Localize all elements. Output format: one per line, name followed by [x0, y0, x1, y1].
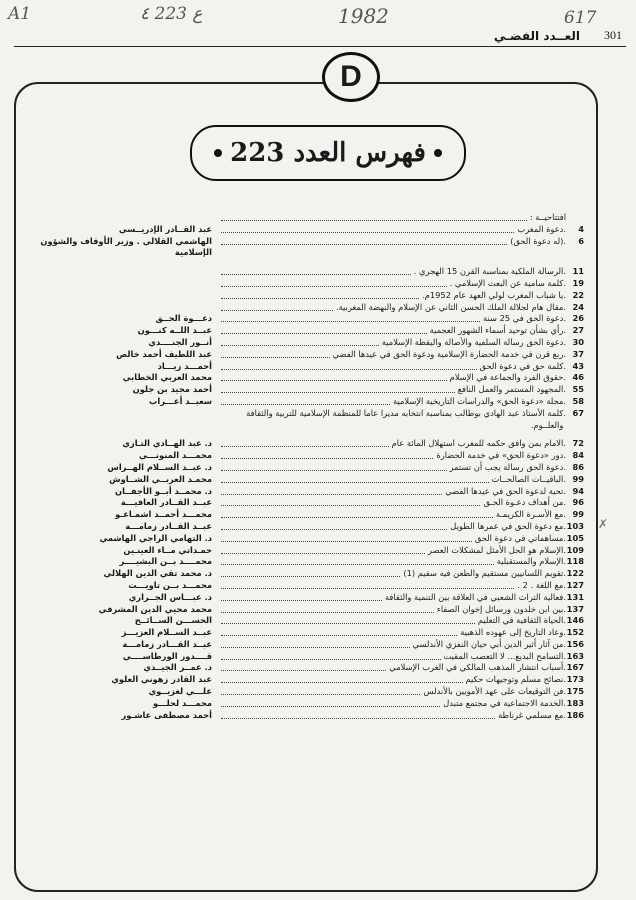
toc-page-number: 27 — [572, 325, 584, 336]
toc-author: علـــي لغزيــوي — [148, 686, 212, 697]
toc-row: 131 . فعالية التراث الشعبي في العلاقة بين التنمية والثقافة د. عبـــاس الجــراري — [30, 592, 584, 604]
toc-author: د. عبد الهــادي التـازي — [122, 438, 212, 449]
toc-author: قــــدور الورطاســــي — [122, 650, 212, 661]
toc-page-number: 156 — [566, 638, 584, 649]
dot-leader — [221, 361, 477, 370]
toc-author: عبــد القــادر العافيـــة — [120, 497, 212, 508]
toc-author: د. محمــد أبــو الأجفــان — [115, 485, 212, 496]
toc-title: افتتاحيــة : — [529, 212, 566, 222]
toc-page-number: 152 — [566, 627, 584, 638]
toc-row: 43 . كلمة حق في دعوة الحق أحمـــد زيـــاد — [30, 361, 584, 373]
toc-row: 127 . مع اللغة . 2 . محمـــد بــن تاويـــت — [30, 580, 584, 592]
toc-page-number: 175 — [566, 686, 584, 697]
toc-row: 122 . تقويم اللسانيين مستقيم والطعن فيه سقيم (1) د. محمد تقي الدين الهلالي — [30, 568, 584, 580]
dot-leader — [221, 486, 442, 495]
bullet-icon — [214, 149, 222, 157]
dot-leader — [221, 325, 427, 334]
toc-row: 186 . مع مسلمي غرناطة أحمد مصطفى عاشـور — [30, 710, 584, 722]
dot-leader — [221, 212, 527, 221]
toc-page-number: 99 — [572, 509, 584, 520]
dot-leader — [221, 592, 382, 601]
dot-leader — [221, 556, 494, 565]
toc-page-number: 173 — [566, 674, 584, 685]
toc-author: أحمـــد زيـــاد — [157, 360, 212, 371]
toc-title: (له دعوة الحق) — [510, 235, 564, 246]
dot-leader — [221, 627, 457, 636]
toc-row: 118 . الإسلام والمستقبلية محمــــد بــن البشيــــر — [30, 556, 584, 568]
toc-title: الإسلام هو الحل الأمثل لمشكلات العصر — [428, 544, 564, 555]
toc-page-number: 11 — [572, 266, 584, 277]
bullet-icon — [434, 149, 442, 157]
toc-title: الإسلام والمستقبلية — [496, 556, 564, 567]
handwritten-code-right: 617 — [564, 8, 597, 28]
toc-page-number: 183 — [566, 697, 584, 708]
toc-page-number: 137 — [566, 603, 584, 614]
header-rule — [14, 46, 626, 47]
handwritten-issue: ٤ 223 ع — [140, 4, 203, 24]
toc-row: 109 . الإسلام هو الحل الأمثل لمشكلات العصر حمـداتي مــاء العينـين — [30, 545, 584, 557]
dot-leader — [221, 615, 475, 624]
toc-title: رأي بشأن توحيد أسماء الشهور العجمية — [429, 325, 564, 336]
toc-row: 55 . المجهود المستمر والعمل النافع أحمد مجيد بن جلون — [30, 384, 584, 396]
toc-page-number: 163 — [566, 650, 584, 661]
toc-row: 137 . بين ابن خلدون ورسائل إخوان الصفاء محمد محيي الدين المشرفي — [30, 604, 584, 616]
toc-row: 156 . من آثار أثير الدين أبي حيان النفزي الأندلسي عبــد القـــادر زمامـــة — [30, 639, 584, 651]
toc-title: دور «دعوة الحق» في خدمة الحضارة — [436, 450, 564, 461]
dot-leader — [221, 396, 390, 405]
toc-author: حمـداتي مــاء العينـين — [123, 544, 212, 555]
toc-row: 27 . رأي بشأن توحيد أسماء الشهور العجمية عبــد اللــه كنـــون — [30, 325, 584, 337]
running-header: العــدد الفضـي — [493, 29, 580, 43]
toc-page-number: 22 — [572, 289, 584, 300]
toc-row: 19 . كلمة سامية عن البعث الإسلامي . — [30, 278, 584, 290]
toc-row: 152 . وعاد التاريخ إلى عهوده الذهبية عبــد الســلام العزيـــز — [30, 627, 584, 639]
handwritten-year: 1982 — [338, 4, 389, 28]
toc-title: ربع قرن في خدمة الحضارة الإسلامية ودعوة الحق في عيدها الفضي — [332, 348, 564, 359]
toc-author: عبد القــادر الإدريــسي — [118, 223, 212, 234]
toc-page-number: 109 — [566, 544, 584, 555]
dot-leader — [221, 450, 433, 459]
dot-leader — [221, 686, 420, 695]
dot-leader — [221, 651, 441, 660]
toc-author: عبــد الســلام العزيـــز — [121, 627, 212, 638]
toc-title: الباقيــات الصالحــات — [491, 473, 564, 484]
dot-leader — [221, 278, 447, 287]
toc-page-number: 84 — [572, 450, 584, 461]
toc-page-number: 146 — [566, 615, 584, 626]
toc-title: يا شباب المغرب لولي العهد عام 1952م. — [422, 289, 564, 300]
toc-page-number: 127 — [566, 579, 584, 590]
toc-title: مع دعوة الحق في عمرها الطويل — [450, 520, 564, 531]
toc-author: محمد العربي الخطابي — [122, 372, 212, 383]
toc-author: د. عبــد الســلام الهــراس — [107, 461, 212, 472]
toc-title: دعوة الحق رسالة السلفية والأصالة واليقظة الإسلامية — [381, 336, 564, 347]
toc-title: الرسالة الملكية بمناسبة القرن 15 الهجري . — [413, 266, 564, 277]
toc-row: 96 . من أهداف دعـوة الحـق عبــد القــادر العافيـــة — [30, 497, 584, 509]
dot-leader — [221, 497, 480, 506]
toc-author: د. محمد تقي الدين الهلالي — [103, 568, 212, 579]
toc-row: 24 . مقال هام لجلالة الملك الحسن الثاني عن الإسلام والنهضة المغربية. — [30, 302, 584, 314]
dot-leader — [221, 509, 493, 518]
dot-leader — [221, 545, 425, 554]
dot-leader — [221, 224, 514, 233]
toc-author: د. التهامي الراجي الهاشمي — [99, 532, 212, 543]
toc-author: محمد محيي الدين المشرفي — [98, 603, 212, 614]
toc-page-number: 86 — [572, 461, 584, 472]
toc-page-number: 30 — [572, 336, 584, 347]
toc-title: حقوق الفرد والجماعة في الإسلام — [449, 372, 564, 383]
dot-leader — [221, 290, 419, 299]
toc-row: 167 . أسباب انتشار المذهب المالكي في الغرب الإسلامي د. عمــر الجيــدي — [30, 662, 584, 674]
toc-author: الحســـن الســائــح — [134, 615, 212, 626]
toc-page-number: 19 — [572, 277, 584, 288]
toc-page-number: 26 — [572, 313, 584, 324]
toc-title: تحية لدعوة الحق في عيدها الفضي — [445, 485, 564, 496]
toc-row: 22 . يا شباب المغرب لولي العهد عام 1952م. — [30, 290, 584, 302]
toc-title: من أهداف دعـوة الحـق — [483, 497, 564, 508]
toc-page-number: 4 — [578, 223, 584, 234]
toc-page-number: 24 — [572, 301, 584, 312]
page-title — [190, 125, 466, 181]
toc-page-number: 6 — [578, 235, 584, 246]
toc-author: عبد اللطيف أحمد خالص — [116, 348, 212, 359]
toc-author: عبد القادر زهوني العلوي — [111, 674, 212, 685]
toc-title: مساهماتي في دعوة الحق — [474, 532, 564, 543]
toc-page-number: 122 — [566, 568, 584, 579]
toc-author: دعـــوة الحــق — [155, 313, 212, 324]
toc-row: 72 . الامام بمن وافق حكمه للمغرب استهلال المائة عام د. عبد الهــادي التـازي — [30, 438, 584, 450]
toc-author: محمـــد بــن تاويـــت — [128, 579, 212, 590]
toc-row: 175 . فن التوقيعات على عهد الأمويين بالأندلس علـــي لغزيــوي — [30, 686, 584, 698]
toc-title: مجلة «دعوة الحق» والدراسات التاريخية الإسلامية — [393, 395, 564, 406]
toc-author: أحمد مجيد بن جلون — [132, 384, 212, 395]
toc-row: 11 . الرسالة الملكية بمناسبة القرن 15 الهجري . — [30, 266, 584, 278]
dot-leader — [221, 568, 400, 577]
toc-row: 37 . ربع قرن في خدمة الحضارة الإسلامية ودعوة الحق في عيدها الفضي عبد اللطيف أحمد خالص — [30, 349, 584, 361]
toc-page-number: 72 — [572, 438, 584, 449]
toc-author: أنــور الجنــــدي — [148, 336, 212, 347]
dot-leader — [221, 438, 389, 447]
dot-leader — [221, 313, 480, 322]
dot-leader — [221, 474, 489, 483]
dot-leader — [221, 710, 495, 719]
dot-leader — [221, 266, 411, 275]
toc-title: مع الأسـرة الكريمـة — [495, 509, 564, 520]
dot-leader — [221, 462, 447, 471]
toc-row: 105 . مساهماتي في دعوة الحق د. التهامي الراجي الهاشمي — [30, 533, 584, 545]
toc-row: 94 . تحية لدعوة الحق في عيدها الفضي د. محمــد أبــو الأجفــان — [30, 486, 584, 498]
toc-row: 6 . (له دعوة الحق) الهاشمي القلالي . وزير الأوقاف والشؤون الإسلامية — [30, 236, 584, 260]
toc-title: نصائح مسلم وتوجيهات حكيم — [465, 674, 564, 685]
toc-title: المجهود المستمر والعمل النافع — [457, 384, 564, 395]
toc-title: وعاد التاريخ إلى عهوده الذهبية — [460, 627, 564, 638]
toc-title: الخدمة الاجتماعية في مجتمع متبدل — [443, 697, 564, 708]
toc-row: 86 . دعوة الحق رسالة يجب أن تستمر د. عبــد الســلام الهــراس — [30, 462, 584, 474]
toc-row: 84 . دور «دعوة الحق» في خدمة الحضارة محمـــد المنونـــي — [30, 450, 584, 462]
toc-title: من آثار أثير الدين أبي حيان النفزي الأندلسي — [412, 638, 564, 649]
toc-author: عبــد القـــادر زمامـــة — [122, 638, 212, 649]
toc-page-number: 103 — [566, 520, 584, 531]
dot-leader — [221, 337, 379, 346]
toc-author: عبــد القــادر زمامـــة — [125, 520, 212, 531]
toc-title: دعوة المغرب — [517, 223, 564, 234]
toc-author: محمـد العربــي الشــاوش — [109, 473, 212, 484]
dot-leader — [221, 662, 386, 671]
toc-page-number: 131 — [566, 591, 584, 602]
dot-leader — [221, 698, 440, 707]
toc-page-number: 118 — [566, 556, 584, 567]
dot-leader — [221, 302, 333, 311]
toc-row: 26 . دعوة الحق في 25 سنة دعـــوة الحــق — [30, 313, 584, 325]
handwritten-code-left: A1 — [8, 4, 32, 24]
toc-author: عبــد اللــه كنـــون — [137, 325, 212, 336]
toc-author: د. عمــر الجيــدي — [143, 662, 212, 673]
toc-author: د. عبـــاس الجــراري — [128, 591, 212, 602]
dot-leader — [221, 521, 447, 530]
toc-row: 30 . دعوة الحق رسالة السلفية والأصالة واليقظة الإسلامية أنــور الجنــــدي — [30, 337, 584, 349]
toc-spacer — [30, 431, 584, 438]
toc-page-number: 55 — [572, 384, 584, 395]
dot-leader — [221, 384, 455, 393]
dot-leader — [221, 236, 507, 245]
toc-row: 58 . مجلة «دعوة الحق» والدراسات التاريخية الإسلامية سعيــد أعـــراب — [30, 396, 584, 408]
margin-mark: ✗ — [598, 517, 609, 531]
toc-row: 183 . الخدمة الاجتماعية في مجتمع متبدل محمـــد لحلـــو — [30, 698, 584, 710]
toc-title: أسباب انتشار المذهب المالكي في الغرب الإسلامي — [389, 662, 564, 673]
toc-row: 163 . التسامح البديع... لا التعصب المقيت قــــدور الورطاســــي — [30, 651, 584, 663]
dot-leader — [221, 372, 447, 381]
toc-row — [30, 212, 584, 224]
toc-title: مع اللغة . 2 . — [517, 579, 564, 590]
toc-page-number: 43 — [572, 360, 584, 371]
title-text: فهرس العدد 223 — [230, 138, 426, 168]
toc-author: محمـــد أحمــد اشمـاعـو — [115, 509, 212, 520]
toc-title: الحياة الثقافية في التعليم — [477, 615, 564, 626]
toc-row: 173 . نصائح مسلم وتوجيهات حكيم عبد القادر زهوني العلوي — [30, 674, 584, 686]
toc-page-number: 167 — [566, 662, 584, 673]
toc-page-number: 99 — [572, 473, 584, 484]
toc-title: الامام بمن وافق حكمه للمغرب استهلال المائة عام — [391, 438, 564, 449]
toc-spacer — [30, 259, 584, 266]
toc-title: كلمة الأستاذ عبد الهادي بوطالب بمناسبة انتخابه مديرا عاما للمنظمة الإسلامية للتربية والثقافة والعلــوم. — [246, 407, 564, 430]
toc-title: كلمة حق في دعوة الحق — [479, 360, 564, 371]
toc-title: فن التوقيعات على عهد الأمويين بالأندلس — [423, 686, 564, 697]
dot-leader — [221, 604, 434, 613]
toc-title: التسامح البديع... لا التعصب المقيت — [443, 650, 564, 661]
toc-row: 46 . حقوق الفرد والجماعة في الإسلام محمد العربي الخطابي — [30, 372, 584, 384]
toc-page-number: 58 — [572, 395, 584, 406]
toc-title: تقويم اللسانيين مستقيم والطعن فيه سقيم (1) — [403, 568, 564, 579]
toc-title: مع مسلمي غرناطة — [498, 709, 564, 720]
toc-title: دعوة الحق في 25 سنة — [483, 313, 564, 324]
toc-page-number: 46 — [572, 372, 584, 383]
dot-leader — [221, 533, 472, 542]
toc-author: محمــــد بــن البشيــــر — [119, 556, 212, 567]
toc-row: 67 . كلمة الأستاذ عبد الهادي بوطالب بمناسبة انتخابه مديرا عاما للمنظمة الإسلامية للتربية والثقافة والعلــوم. — [30, 408, 584, 432]
toc-row: 4 . دعوة المغرب عبد القــادر الإدريــسي — [30, 224, 584, 236]
toc-title: دعوة الحق رسالة يجب أن تستمر — [449, 461, 564, 472]
toc-author: محمـــد لحلـــو — [152, 697, 212, 708]
section-badge: D — [322, 52, 380, 102]
toc-author: سعيــد أعـــراب — [149, 395, 212, 406]
toc-row: 99 . الباقيــات الصالحــات محمـد العربــي الشــاوش — [30, 474, 584, 486]
toc-author: أحمد مصطفى عاشـور — [121, 709, 212, 720]
dot-leader — [221, 349, 330, 358]
dot-leader — [221, 639, 410, 648]
toc-page-number: 67 — [572, 407, 584, 418]
page-number: 301 — [604, 28, 622, 42]
dot-leader — [221, 580, 514, 589]
toc-row: 99 . مع الأسـرة الكريمـة محمـــد أحمــد اشمـاعـو — [30, 509, 584, 521]
table-of-contents — [30, 212, 584, 721]
toc-author: الهاشمي القلالي . وزير الأوقاف والشؤون الإسلامية — [40, 235, 212, 258]
toc-page-number: 94 — [572, 485, 584, 496]
toc-row: 103 . مع دعوة الحق في عمرها الطويل عبــد القــادر زمامـــة — [30, 521, 584, 533]
toc-page-number: 96 — [572, 497, 584, 508]
toc-page-number: 186 — [566, 709, 584, 720]
toc-title: فعالية التراث الشعبي في العلاقة بين التنمية والثقافة — [384, 591, 564, 602]
toc-title: كلمة سامية عن البعث الإسلامي . — [449, 277, 564, 288]
toc-page-number: 37 — [572, 348, 584, 359]
toc-page-number: 105 — [566, 532, 584, 543]
toc-title: بين ابن خلدون ورسائل إخوان الصفاء — [436, 603, 564, 614]
toc-row: 146 . الحياة الثقافية في التعليم الحســـن الســائــح — [30, 615, 584, 627]
toc-author: محمـــد المنونـــي — [139, 450, 212, 461]
dot-leader — [221, 674, 463, 683]
toc-title: مقال هام لجلالة الملك الحسن الثاني عن الإسلام والنهضة المغربية. — [335, 301, 564, 312]
